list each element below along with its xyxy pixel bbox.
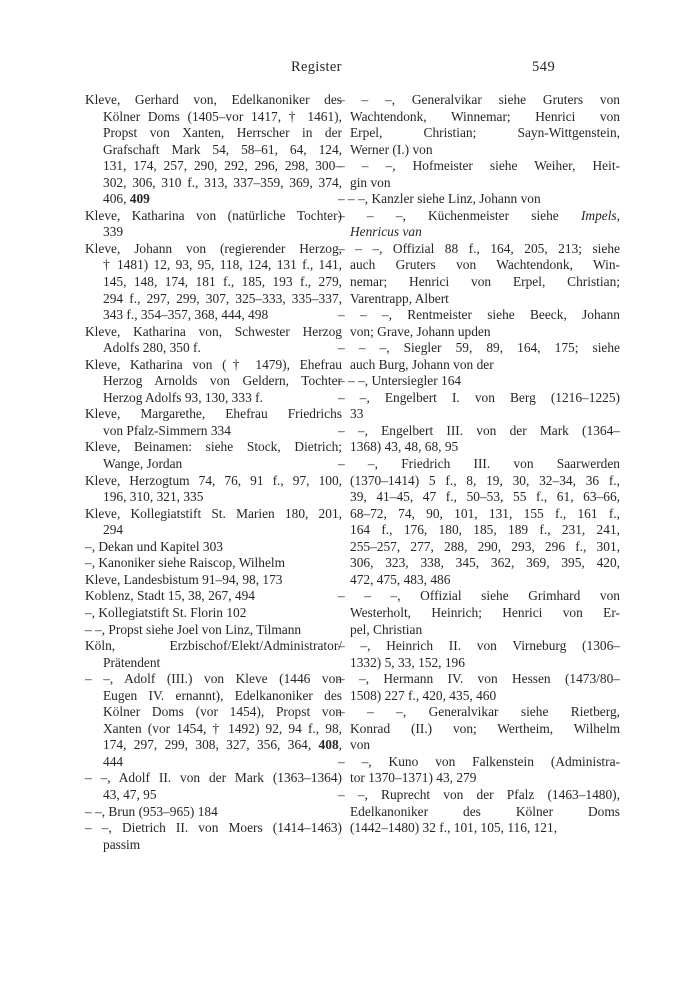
index-entry [85,241,342,324]
entry-line: 43, 47, 95 [103,786,157,802]
index-entry [85,324,342,357]
entry-line: (1442–1480) 32 f., 101, 105, 116, 121, [350,820,558,836]
entry-line: – –, Engelbert I. von Berg (1216–1225) [338,389,620,405]
entry-line: – – –, Generalvikar siehe Rietberg, [338,704,620,720]
entry-line: Varentrapp, Albert [350,290,449,306]
entry-line: – – –, Generalvikar siehe Gruters von [338,92,620,107]
index-entry [338,191,620,208]
index-entry [85,588,342,605]
entry-line: auch Burg, Johann von der [350,356,494,372]
index-entry [338,307,620,340]
entry-line: 196, 310, 321, 335 [103,489,204,505]
entry-line: Kleve, Katharina von, Schwester Herzog [85,323,342,339]
entry-line: 343 f., 354–357, 368, 444, 498 [103,307,269,323]
entry-line: – –, Adolf (III.) von Kleve (1446 von [85,671,342,687]
index-entry [338,704,620,754]
entry-line: Konrad (II.) von; Wertheim, Wilhelm [350,720,620,736]
entry-line: Wange, Jordan [103,456,183,472]
entry-line: 131, 174, 257, 290, 292, 296, 298, 300– [103,158,342,174]
entry-line: Kleve, Herzogtum 74, 76, 91 f., 97, 100, [85,472,342,488]
entry-line: † 1481) 12, 93, 95, 118, 124, 131 f., 141, [103,257,342,273]
index-entry [85,406,342,439]
entry-line: Kleve, Kollegiatstift St. Marien 180, 201, [85,505,342,521]
index-entry [85,439,342,472]
entry-line: Kleve, Johann von (regierender Herzog, [85,240,342,256]
index-entry [85,622,342,639]
entry-line: – –, Heinrich II. von Virneburg (1306– [338,638,620,654]
index-entry [85,357,342,407]
entry-line: Adolfs 280, 350 f. [103,340,201,356]
entry-line: Herzog Arnolds von Geldern, Tochter [103,373,342,389]
entry-line: Herzog Adolfs 93, 130, 333 f. [103,389,263,405]
entry-line: – – –, Untersiegler 164 [338,373,462,389]
entry-line: –, Kanoniker siehe Raiscop, Wilhelm [85,555,286,571]
entry-line: Kleve, Beinamen: siehe Stock, Dietrich; [85,439,342,455]
index-entry [85,539,342,556]
index-entry [338,158,620,191]
entry-line: von; Grave, Johann upden [350,323,491,339]
entry-line: – –, Adolf II. von der Mark (1363–1364) [85,770,342,786]
index-entry [338,787,620,837]
entry-line: 174, 297, 299, 308, 327, 356, 364, 408, [103,737,342,753]
index-entry [338,638,620,671]
entry-line: Werner (I.) von [350,141,433,157]
index-entry [85,572,342,589]
entry-line: – –, Hermann IV. von Hessen (1473/80– [338,671,620,687]
entry-line: 68–72, 74, 90, 101, 131, 155 f., 161 f., [350,505,620,521]
running-head: Register [291,59,342,75]
entry-line: 145, 148, 174, 181 f., 185, 193 f., 279, [103,274,342,290]
entry-line: Propst von Xanten, Herrscher in der [103,125,342,141]
entry-line: Kleve, Gerhard von, Edelkanoniker des [85,92,342,107]
index-left-column [85,92,342,853]
entry-line: 406, 409 [103,191,150,207]
index-right-column [338,92,620,837]
entry-line: 255–257, 277, 288, 290, 293, 296 f., 301, [350,538,620,554]
index-entry [338,92,620,158]
index-entry [85,770,342,803]
entry-line: 39, 41–45, 47 f., 50–53, 55 f., 61, 63–66, [350,489,620,505]
entry-line: – –, Friedrich III. von Saarwerden [338,456,620,472]
index-entry [338,208,620,241]
page-header [85,57,620,77]
entry-line: Westerholt, Heinrich; Henrici von Er- [350,604,620,620]
entry-line: – –, Propst siehe Joel von Linz, Tilmann [85,621,302,637]
entry-line: (1370–1414) 5 f., 8, 19, 30, 32–34, 36 f., [350,472,620,488]
index-entry [85,605,342,622]
entry-line: tor 1370–1371) 43, 279 [350,770,477,786]
entry-line: 1332) 5, 33, 152, 196 [350,654,465,670]
page-number: 549 [532,59,556,75]
index-entry [338,373,620,390]
entry-line: 164 f., 176, 180, 185, 189 f., 231, 241, [350,522,620,538]
entry-line: – – –, Kanzler siehe Linz, Johann von [338,191,541,207]
entry-line: Eugen IV. ernannt), Edelkanoniker des [103,687,342,703]
entry-line: – – –, Offizial siehe Grimhard von [338,588,620,604]
entry-line: auch Gruters von Wachtendonk, Win- [350,257,620,273]
entry-line: – –, Brun (953–965) 184 [85,803,218,819]
entry-line: – –, Ruprecht von der Pfalz (1463–1480), [338,786,620,802]
entry-line: Köln, Erzbischof/Elekt/Administrator/ [85,638,342,654]
index-entry [338,456,620,588]
entry-line: Erpel, Christian; Sayn-Wittgenstein, [350,125,620,141]
index-entry [85,555,342,572]
entry-line: – – –, Offizial 88 f., 164, 205, 213; siehe [338,240,620,256]
entry-line: – – –, Siegler 59, 89, 164, 175; siehe [338,340,620,356]
index-entry [338,671,620,704]
entry-line: 1368) 43, 48, 68, 95 [350,439,459,455]
entry-line: pel, Christian [350,621,423,637]
index-entry [85,208,342,241]
entry-line: Kleve, Katharina von (natürliche Tochter) [85,207,342,223]
entry-line: 306, 323, 338, 345, 362, 369, 395, 420, [350,555,620,571]
entry-line: 302, 306, 310 f., 313, 337–359, 369, 374, [103,174,342,190]
entry-line: – – –, Hofmeister siehe Weiher, Heit- [338,158,620,174]
entry-line: – –, Engelbert III. von der Mark (1364– [338,422,620,438]
entry-line: Prätendent [103,654,161,670]
entry-line: Wachtendonk, Winnemar; Henrici von [350,108,620,124]
index-entry [338,588,620,638]
index-entry [85,671,342,770]
entry-line: – – –, Küchenmeister siehe Impels, [338,207,620,223]
entry-line: Kleve, Katharina von († 1479), Ehefrau [85,356,342,372]
index-entry [85,638,342,671]
entry-line: Edelkanoniker des Kölner Doms [350,803,620,819]
entry-line: 472, 475, 483, 486 [350,571,451,587]
entry-line: von Pfalz-Simmern 334 [103,422,231,438]
entry-line: 33 [350,406,364,422]
entry-line: passim [103,836,141,852]
entry-line: – – –, Rentmeister siehe Beeck, Johann [338,307,620,323]
index-entry [338,241,620,307]
entry-line: 294 [103,522,124,538]
entry-line: – –, Dietrich II. von Moers (1414–1463) [85,820,342,836]
index-entry [85,804,342,821]
entry-line: 339 [103,224,124,240]
entry-line: Koblenz, Stadt 15, 38, 267, 494 [85,588,255,604]
index-entry [85,506,342,539]
entry-line: Kölner Doms (vor 1454), Propst von [103,704,342,720]
index-entry [338,423,620,456]
entry-line: Henricus van [350,224,422,240]
entry-line: –, Dekan und Kapitel 303 [85,538,223,554]
entry-line: Kleve, Margarethe, Ehefrau Friedrichs [85,406,342,422]
index-entry [85,820,342,853]
entry-line: – –, Kuno von Falkenstein (Administra- [338,753,620,769]
entry-line: 294 f., 297, 299, 307, 325–333, 335–337, [103,290,342,306]
entry-line: –, Kollegiatstift St. Florin 102 [85,604,247,620]
entry-line: 444 [103,753,124,769]
index-entry [338,754,620,787]
index-entry [85,473,342,506]
index-entry [85,92,342,208]
entry-line: Kleve, Landesbistum 91–94, 98, 173 [85,571,283,587]
entry-line: Xanten (vor 1454, † 1492) 92, 94 f., 98, [103,720,342,736]
entry-line: von [350,737,371,753]
index-entry [338,390,620,423]
entry-line: nemar; Henrici von Erpel, Christian; [350,274,620,290]
index-entry [338,340,620,373]
entry-line: gin von [350,174,391,190]
entry-line: Kölner Doms (1405–vor 1417, † 1461), [103,108,342,124]
entry-line: 1508) 227 f., 420, 435, 460 [350,687,497,703]
entry-line: Grafschaft Mark 54, 58–61, 64, 124, [103,141,342,157]
